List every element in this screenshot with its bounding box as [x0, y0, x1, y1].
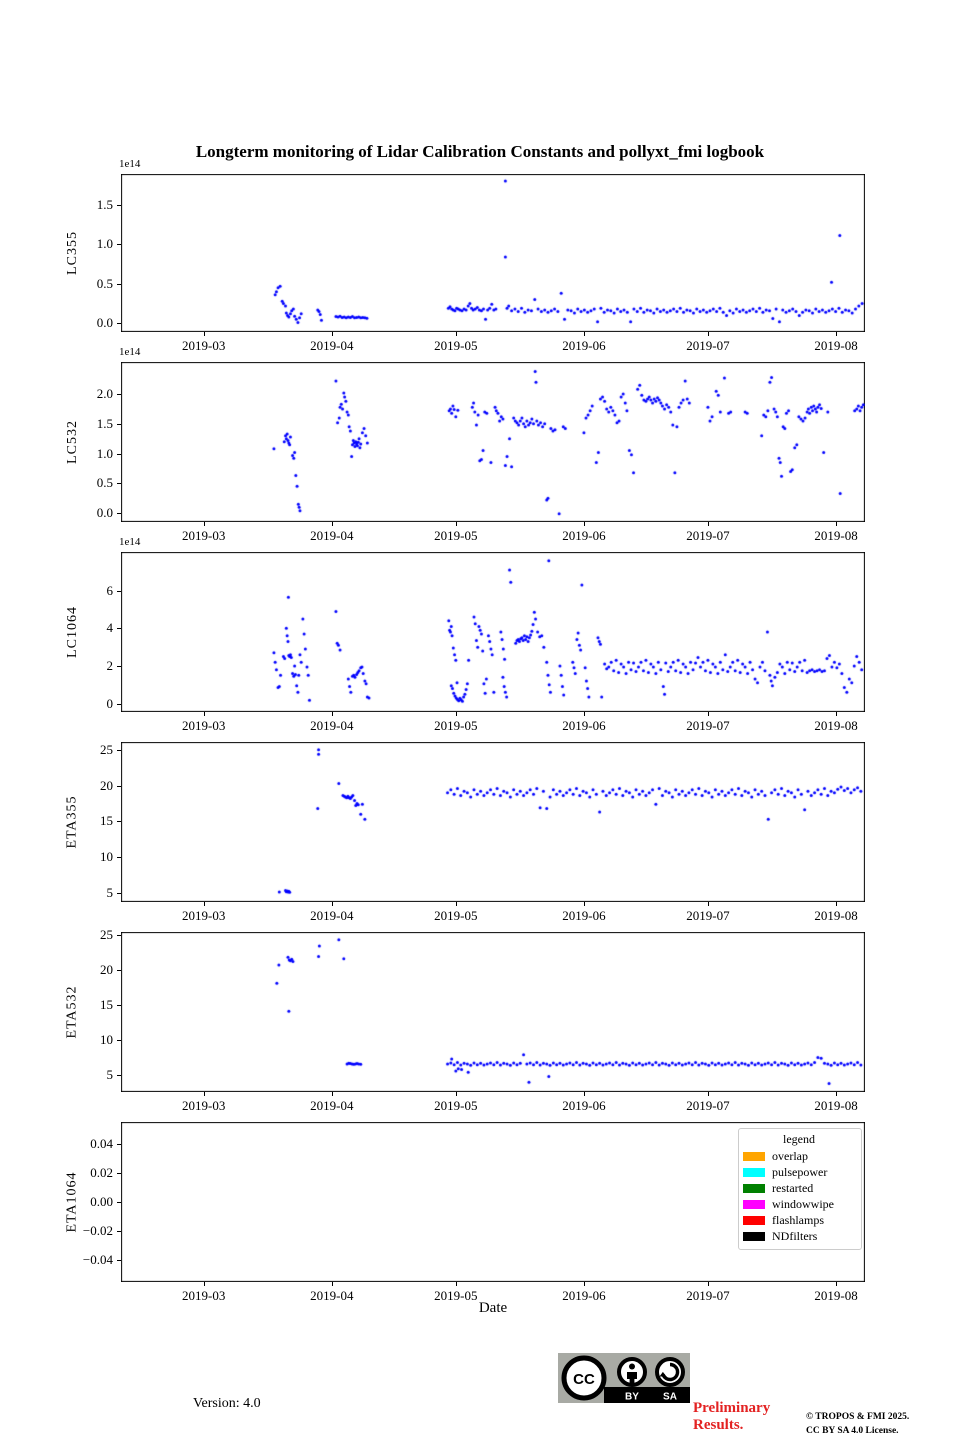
figure-title: Longterm monitoring of Lidar Calibration Constants and pollyxt_fmi logbook: [195, 142, 765, 161]
x-tick-label: 2019-03: [181, 528, 226, 543]
plot-area-eta532: [121, 932, 865, 1092]
x-tick-label: 2019-08: [814, 1288, 858, 1303]
x-tick: [332, 712, 333, 716]
x-tick-label: 2019-07: [686, 1288, 730, 1303]
x-tick-label: 2019-05: [434, 718, 478, 733]
x-tick: [836, 1282, 837, 1286]
x-tick: [708, 522, 709, 526]
x-tick: [332, 1282, 333, 1286]
x-tick: [708, 1092, 709, 1096]
x-tick: [456, 522, 457, 526]
x-tick: [708, 332, 709, 336]
y-tick: [117, 323, 121, 324]
y-tick-label: −0.02: [82, 1223, 113, 1239]
y-tick-label: 0.02: [90, 1164, 113, 1180]
y-tick-label: 25: [100, 741, 113, 757]
y-tick: [117, 786, 121, 787]
copyright-line1: © TROPOS & FMI 2025.: [806, 1412, 910, 1422]
plot-area-lc1064: [121, 552, 865, 712]
y-tick-label: 2.0: [96, 386, 113, 402]
y-tick-label: 15: [100, 813, 113, 829]
x-tick-label: 2019-05: [434, 1098, 478, 1113]
version-text: Version: 4.0: [193, 1396, 261, 1411]
y-tick: [117, 1075, 121, 1076]
x-tick: [836, 1092, 837, 1096]
x-tick-label: 2019-08: [814, 338, 858, 353]
y-tick: [117, 205, 121, 206]
y-tick: [117, 1202, 121, 1203]
preliminary-results-text: [693, 1400, 770, 1434]
y-tick: [117, 628, 121, 629]
flashlamps-swatch-icon: [743, 1216, 765, 1225]
x-tick-label: 2019-03: [181, 908, 226, 923]
y-tick-label: 1.5: [96, 415, 113, 431]
x-tick: [456, 1282, 457, 1286]
y-tick-label: 10: [100, 849, 113, 864]
y-tick-label: 0.00: [90, 1194, 113, 1209]
y-tick: [117, 394, 121, 395]
y-axis-label-eta532: ETA532: [65, 985, 80, 1039]
y-tick-label: 10: [100, 1032, 113, 1048]
legend-entry-restarted: [743, 1180, 855, 1196]
plot-area-lc532: [121, 362, 865, 522]
preliminary-line1: Preliminary: [693, 1400, 771, 1416]
y-tick-label: 1.5: [96, 196, 113, 212]
legend-entry-label: restarted: [772, 1180, 814, 1195]
legend-entry-label: NDfilters: [772, 1228, 818, 1243]
cc-icon: [564, 1358, 604, 1398]
y-tick: [117, 1260, 121, 1261]
y-tick-label: 20: [100, 777, 113, 793]
attribution-person-icon: [619, 1359, 645, 1385]
y-tick-label: 25: [100, 926, 113, 942]
x-tick: [836, 902, 837, 906]
y-tick-label: 6: [106, 582, 113, 598]
y-tick: [117, 704, 121, 705]
legend-entry-windowwipe: [743, 1196, 855, 1212]
y-axis-label-lc532: LC532: [65, 420, 81, 464]
x-tick-label: 2019-04: [310, 718, 354, 733]
legend-entry-label: overlap: [772, 1148, 808, 1163]
x-tick-label: 2019-03: [181, 718, 226, 733]
panel-lc355: [65, 158, 865, 353]
x-tick-label: 2019-07: [686, 528, 730, 543]
x-tick-label: 2019-08: [814, 908, 858, 923]
x-tick: [332, 332, 333, 336]
legend-entry-label: flashlamps: [772, 1212, 824, 1227]
y-tick-label: 1.0: [96, 236, 113, 252]
y-tick: [117, 284, 121, 285]
x-tick-label: 2019-04: [310, 908, 354, 923]
y-tick-label: 4: [106, 620, 113, 636]
panel-lc1064: [65, 536, 865, 733]
x-tick-label: 2019-04: [310, 528, 354, 543]
x-tick: [708, 1282, 709, 1286]
y-axis-offset-text: 1e14: [119, 158, 141, 170]
x-tick-label: 2019-08: [814, 718, 858, 733]
y-axis-offset-text: 1e14: [119, 346, 141, 358]
legend-entry-flashlamps: [743, 1212, 855, 1228]
plot-area-eta355: [121, 742, 865, 902]
copyright-text: [806, 1410, 909, 1438]
x-tick: [708, 902, 709, 906]
windowwipe-swatch-icon: [743, 1200, 765, 1209]
x-tick: [456, 332, 457, 336]
x-tick: [584, 712, 585, 716]
x-tick: [836, 522, 837, 526]
cc-badge-band: [604, 1387, 690, 1403]
overlap-swatch-icon: [743, 1152, 765, 1161]
x-tick: [584, 1092, 585, 1096]
y-tick-label: 5: [106, 884, 113, 900]
panel-lc532: [65, 346, 865, 543]
legend-entry-label: windowwipe: [772, 1196, 834, 1211]
y-tick: [117, 750, 121, 751]
x-tick: [204, 1092, 205, 1096]
y-tick: [117, 857, 121, 858]
y-tick-label: 1.0: [96, 445, 113, 461]
y-tick: [117, 1144, 121, 1145]
x-tick: [456, 902, 457, 906]
legend-entry-overlap: [743, 1148, 855, 1164]
y-tick-label: 5: [106, 1067, 113, 1083]
x-tick: [456, 712, 457, 716]
x-tick-label: 2019-07: [686, 718, 730, 733]
x-tick: [204, 902, 205, 906]
y-tick: [117, 893, 121, 894]
x-tick: [204, 1282, 205, 1286]
cc-license-badge: [558, 1353, 690, 1403]
y-tick: [117, 821, 121, 822]
x-tick-label: 2019-03: [181, 1098, 226, 1113]
y-tick: [117, 454, 121, 455]
x-tick: [836, 332, 837, 336]
y-tick-label: 20: [100, 961, 113, 977]
y-axis-offset-text: 1e14: [119, 536, 141, 548]
y-tick: [117, 1231, 121, 1232]
y-tick: [117, 666, 121, 667]
x-tick: [584, 1282, 585, 1286]
x-tick: [332, 1092, 333, 1096]
x-tick-label: 2019-06: [562, 528, 606, 543]
x-tick-label: 2019-04: [310, 338, 354, 353]
y-tick: [117, 591, 121, 592]
x-tick-label: 2019-03: [181, 1288, 226, 1303]
x-tick-label: 2019-08: [814, 1098, 858, 1113]
x-axis-label: Date: [478, 1300, 508, 1316]
y-tick: [117, 1005, 121, 1006]
cc-badge-graphic: [558, 1353, 690, 1403]
y-axis-label-lc355: LC355: [65, 231, 81, 275]
legend-title: legend: [783, 1132, 815, 1146]
x-tick-label: 2019-06: [562, 1288, 606, 1303]
legend-entry-NDfilters: [743, 1228, 855, 1244]
NDfilters-swatch-icon: [743, 1232, 765, 1241]
x-tick-label: 2019-03: [181, 338, 226, 353]
restarted-swatch-icon: [743, 1184, 765, 1193]
y-tick: [117, 1040, 121, 1041]
pulsepower-swatch-icon: [743, 1168, 765, 1177]
x-tick-label: 2019-04: [310, 1098, 354, 1113]
x-tick: [584, 902, 585, 906]
y-tick-label: 0: [106, 695, 113, 711]
x-tick: [708, 712, 709, 716]
x-tick: [204, 712, 205, 716]
legend-entry-label: pulsepower: [772, 1164, 828, 1179]
badge-sa-label: SA: [663, 1391, 677, 1403]
panel-eta532: [65, 926, 865, 1113]
y-tick-label: −0.04: [82, 1252, 113, 1268]
badge-by-label: BY: [625, 1391, 639, 1403]
y-tick-label: 0.04: [90, 1135, 113, 1151]
y-axis-label-eta355: ETA355: [65, 795, 80, 849]
x-tick-label: 2019-08: [814, 528, 858, 543]
y-tick: [117, 935, 121, 936]
x-tick-label: 2019-04: [310, 1288, 354, 1303]
y-tick-label: 0.5: [96, 275, 113, 291]
x-tick-label: 2019-05: [434, 528, 478, 543]
legend-entry-pulsepower: [743, 1164, 855, 1180]
svg-text:CC: CC: [573, 1371, 595, 1388]
y-tick: [117, 424, 121, 425]
x-tick-label: 2019-05: [434, 1288, 478, 1303]
y-tick: [117, 513, 121, 514]
y-tick-label: 15: [100, 996, 113, 1012]
copyright-line2: CC BY SA 4.0 License.: [806, 1426, 899, 1436]
y-tick-label: 0.0: [96, 315, 113, 331]
preliminary-line2: Results.: [693, 1417, 744, 1433]
x-tick: [584, 522, 585, 526]
x-tick-label: 2019-07: [686, 338, 730, 353]
x-tick: [456, 1092, 457, 1096]
x-tick: [836, 712, 837, 716]
y-tick-label: 0.5: [96, 475, 113, 491]
x-tick-label: 2019-06: [562, 908, 606, 923]
legend: [738, 1128, 862, 1250]
x-tick-label: 2019-06: [562, 338, 606, 353]
x-tick: [204, 332, 205, 336]
y-axis-label-lc1064: LC1064: [65, 606, 81, 658]
x-tick-label: 2019-05: [434, 338, 478, 353]
y-tick: [117, 244, 121, 245]
x-tick: [204, 522, 205, 526]
y-tick: [117, 970, 121, 971]
x-tick-label: 2019-07: [686, 1098, 730, 1113]
y-tick: [117, 483, 121, 484]
x-tick: [332, 522, 333, 526]
panel-eta1064: [65, 1122, 865, 1303]
panel-eta355: [65, 741, 865, 923]
y-tick-label: 0.0: [96, 505, 113, 521]
x-tick-label: 2019-05: [434, 908, 478, 923]
x-tick-label: 2019-06: [562, 1098, 606, 1113]
x-tick-label: 2019-07: [686, 908, 730, 923]
sharealike-arrow-icon: [657, 1359, 683, 1385]
x-tick: [584, 332, 585, 336]
x-tick: [332, 902, 333, 906]
y-axis-label-eta1064: ETA1064: [65, 1171, 80, 1233]
y-tick-label: 2: [106, 657, 113, 673]
x-tick-label: 2019-06: [562, 718, 606, 733]
plot-area-lc355: [121, 174, 865, 332]
y-tick: [117, 1173, 121, 1174]
